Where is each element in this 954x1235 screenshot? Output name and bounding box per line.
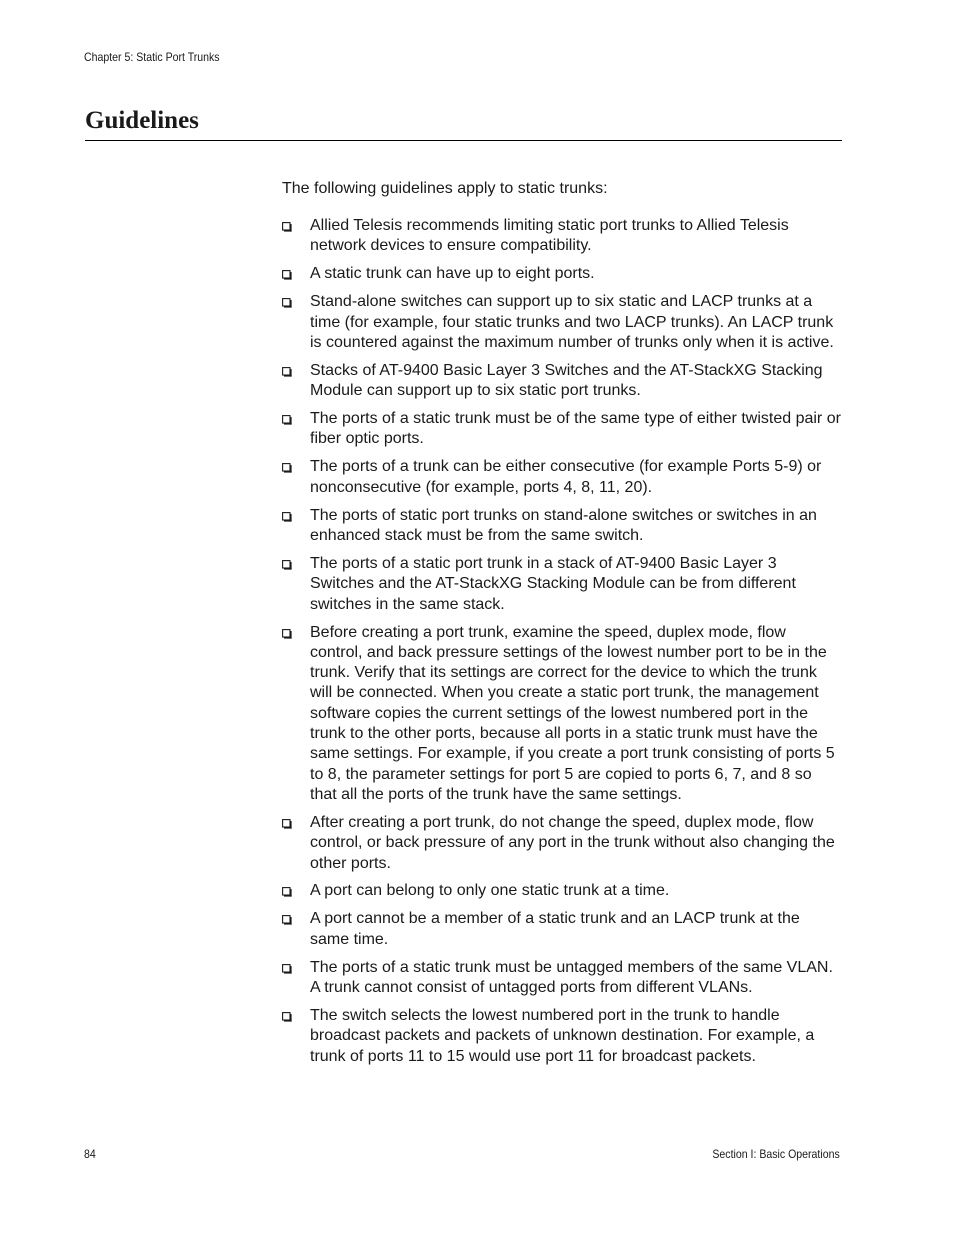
guideline-text: A static trunk can have up to eight ports. bbox=[310, 265, 595, 283]
intro-paragraph: The following guidelines apply to static trunks: bbox=[282, 180, 608, 197]
guideline-list bbox=[282, 216, 842, 1075]
hollow-square-bullet-icon bbox=[282, 367, 292, 377]
guideline-item bbox=[282, 881, 842, 901]
hollow-square-bullet-icon bbox=[282, 964, 292, 974]
hollow-square-bullet-icon bbox=[282, 415, 292, 425]
guideline-item bbox=[282, 264, 842, 284]
guideline-text: Stand-alone switches can support up to six static and LACP trunks at a time (for example, four static trunks and two LACP trunks). An LACP trunk is countered against the maximum number of trunks only when it is active. bbox=[310, 293, 834, 351]
guideline-item bbox=[282, 623, 842, 806]
guideline-item bbox=[282, 958, 842, 999]
guideline-text: The ports of static port trunks on stand-alone switches or switches in an enhanced stack must be from the same switch. bbox=[310, 506, 817, 544]
guideline-text: Stacks of AT-9400 Basic Layer 3 Switches and the AT-StackXG Stacking Module can support up to six static port trunks. bbox=[310, 361, 823, 400]
section-title: Guidelines bbox=[85, 107, 199, 134]
guideline-item bbox=[282, 216, 842, 257]
guideline-text: The switch selects the lowest numbered port in the trunk to handle broadcast packets and packets of unknown destination. For example, a trunk of ports 11 to 15 would use port 11 for broadcast packets. bbox=[310, 1007, 815, 1065]
guideline-text: A port cannot be a member of a static trunk and an LACP trunk at the same time. bbox=[310, 910, 800, 948]
title-rule bbox=[85, 140, 842, 141]
guideline-text: After creating a port trunk, do not change the speed, duplex mode, flow control, or back pressure of any port in the trunk without also changing the other ports. bbox=[310, 813, 835, 872]
guideline-text: The ports of a static port trunk in a stack of AT-9400 Basic Layer 3 Switches and the AT-StackXG Stacking Module can be from different switches in the same stack. bbox=[310, 554, 796, 613]
footer-section-name: Section I: Basic Operations bbox=[712, 1147, 840, 1161]
hollow-square-bullet-icon bbox=[282, 915, 292, 925]
hollow-square-bullet-icon bbox=[282, 512, 292, 522]
guideline-text: The ports of a static trunk must be untagged members of the same VLAN. A trunk cannot consist of untagged ports from different VLANs. bbox=[310, 958, 833, 997]
guideline-text: The ports of a trunk can be either consecutive (for example Ports 5-9) or nonconsecutive (for example, ports 4, 8, 11, 20). bbox=[310, 458, 822, 496]
hollow-square-bullet-icon bbox=[282, 298, 292, 308]
hollow-square-bullet-icon bbox=[282, 887, 292, 897]
guideline-text: A port can belong to only one static trunk at a time. bbox=[310, 882, 670, 900]
guideline-item bbox=[282, 909, 842, 950]
guideline-item bbox=[282, 506, 842, 547]
guideline-item bbox=[282, 457, 842, 498]
guideline-text: Before creating a port trunk, examine the speed, duplex mode, flow control, and back pressure settings of the lowest number port to be in the trunk. Verify that its settings are correct for the device to which the trunk will be connected. When you create a static port trunk, the management software copies the current settings of the lowest numbered port in the trunk to the other ports, because all ports in a static trunk must have the same settings. For example, if you create a port trunk consisting of ports 5 to 8, the parameter settings for port 5 are copied to ports 6, 7, and 8 so that all the ports of the trunk have the same settings. bbox=[310, 623, 835, 803]
guideline-item bbox=[282, 409, 842, 450]
hollow-square-bullet-icon bbox=[282, 270, 292, 280]
hollow-square-bullet-icon bbox=[282, 560, 292, 570]
hollow-square-bullet-icon bbox=[282, 629, 292, 639]
hollow-square-bullet-icon bbox=[282, 1012, 292, 1022]
hollow-square-bullet-icon bbox=[282, 819, 292, 829]
guideline-item bbox=[282, 554, 842, 615]
guideline-text: Allied Telesis recommends limiting static port trunks to Allied Telesis network devices to ensure compatibility. bbox=[310, 217, 789, 255]
guideline-item bbox=[282, 813, 842, 874]
hollow-square-bullet-icon bbox=[282, 222, 292, 232]
page-number: 84 bbox=[84, 1147, 96, 1161]
guideline-item bbox=[282, 1006, 842, 1067]
hollow-square-bullet-icon bbox=[282, 463, 292, 473]
running-header: Chapter 5: Static Port Trunks bbox=[84, 50, 220, 64]
guideline-item bbox=[282, 292, 842, 353]
guideline-item bbox=[282, 361, 842, 402]
guideline-text: The ports of a static trunk must be of the same type of either twisted pair or fiber optic ports. bbox=[310, 410, 841, 448]
